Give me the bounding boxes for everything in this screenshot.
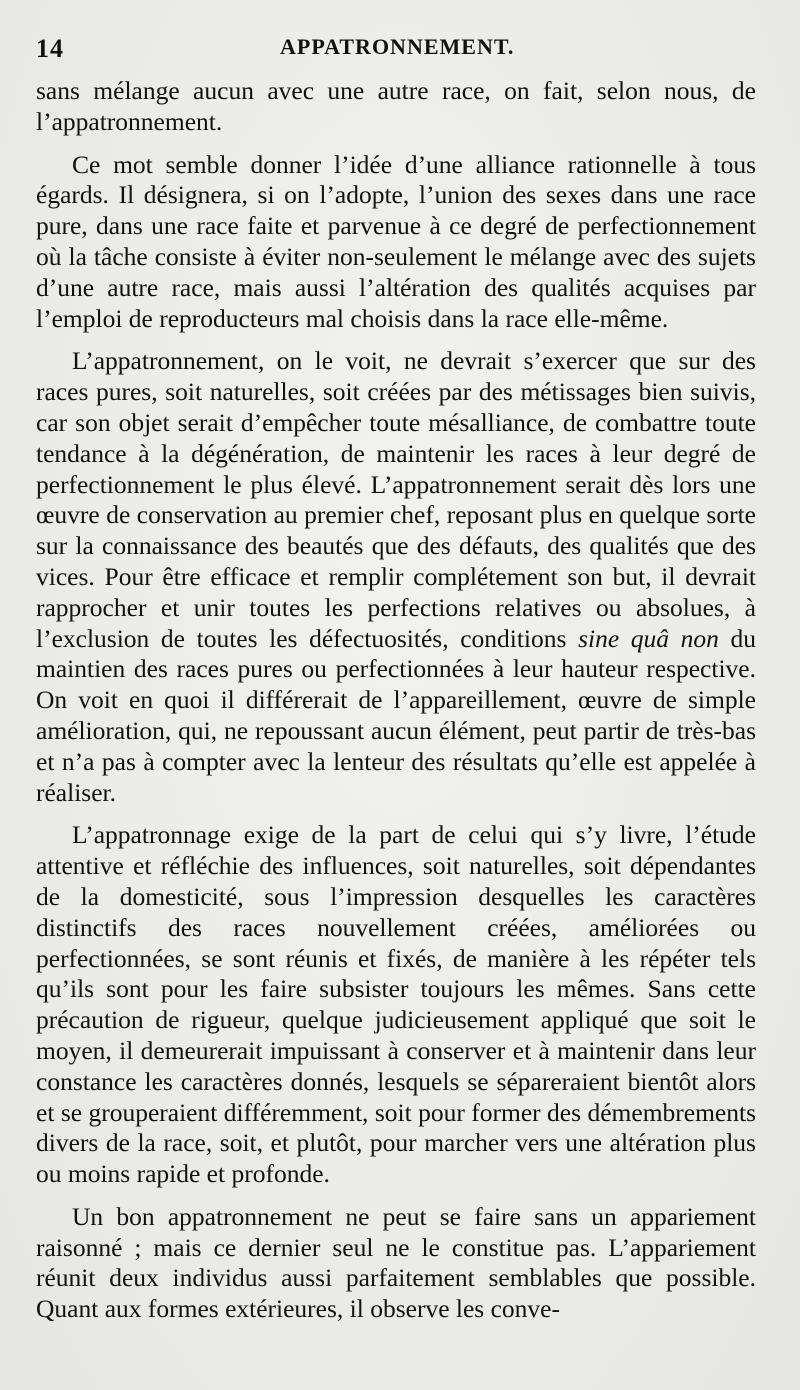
latin-phrase: sine quâ non xyxy=(578,623,719,653)
paragraph xyxy=(36,346,756,808)
paragraph-text: Ce mot semble donner l’idée d’une alliance rationnelle à tous égards. Il désignera, si on l’adopte, l’union des sexes dans une race pure, dans une race faite et parvenue à ce degré de perfectionnement où la tâche consiste à éviter non-seulement le mélange avec des sujets d’une autre race, mais aussi l’altération des qualités acquises par l’emploi de reproducteurs mal choisis dans la race elle-même. xyxy=(36,149,756,333)
paragraph xyxy=(36,820,756,1190)
paragraph xyxy=(36,1202,756,1325)
paragraph-text: L’appatronnage exige de la part de celui qui s’y livre, l’étude attentive et réfléchie des influences, soit naturelles, soit dépendantes de la domesticité, sous l’impression desquelles les caractères distinctifs des races nouvellement créées, améliorées ou perfectionnées, se sont réunis et fixés, de manière à les répéter tels qu’ils sont pour les faire subsister toujours les mêmes. Sans cette précaution de rigueur, quelque judicieusement appliqué que soit le moyen, il demeurerait impuissant à conserver et à maintenir dans leur constance les caractères donnés, lesquels se sépareraient bientôt alors et se grouperaient différemment, soit pour former des démembrements divers de la race, soit, et plutôt, pour marcher vers une altération plus ou moins rapide et profonde. xyxy=(36,820,756,1189)
paragraph-text: du maintien des races pures ou perfectionnées à leur hauteur respective. On voit en quoi il différerait de l’appareillement, œuvre de simple amélioration, qui, ne repoussant aucun élément, peut partir de très-bas et n’a pas à compter avec la lenteur des résultats qu’elle est appelée à réaliser. xyxy=(36,623,756,807)
paragraph xyxy=(36,150,756,335)
running-head xyxy=(36,30,756,70)
running-title: APPATRONNEMENT. xyxy=(280,34,515,59)
page-number: 14 xyxy=(36,34,64,63)
paragraph-text: L’appatronnement, on le voit, ne devrait s’exercer que sur des races pures, soit naturelles, soit créées par des métissages bien suivis, car son objet serait d’empêcher toute mésalliance, de combattre toute tendance à la dégénération, de maintenir les races à leur degré de perfectionnement le plus élevé. L’appatronnement serait dès lors une œuvre de conservation au premier chef, reposant plus en quelque sorte sur la connaissance des beautés que des défauts, des qualités que des vices. Pour être efficace et remplir complétement son but, il devrait rapprocher et unir toutes les perfections relatives ou absolues, à l’exclusion de toutes les défectuosités, conditions xyxy=(36,346,756,653)
paragraph-text: Un bon appatronnement ne peut se faire sans un appariement raisonné ; mais ce dernier seul ne le constitue pas. L’appariement réunit deux individus aussi parfaitement semblables que possible. Quant aux formes extérieures, il observe les conve- xyxy=(36,1201,756,1324)
body-text xyxy=(36,76,756,1325)
paragraph-text: sans mélange aucun avec une autre race, on fait, selon nous, de l’appatronnement. xyxy=(36,76,756,136)
paragraph-continued xyxy=(36,76,756,138)
